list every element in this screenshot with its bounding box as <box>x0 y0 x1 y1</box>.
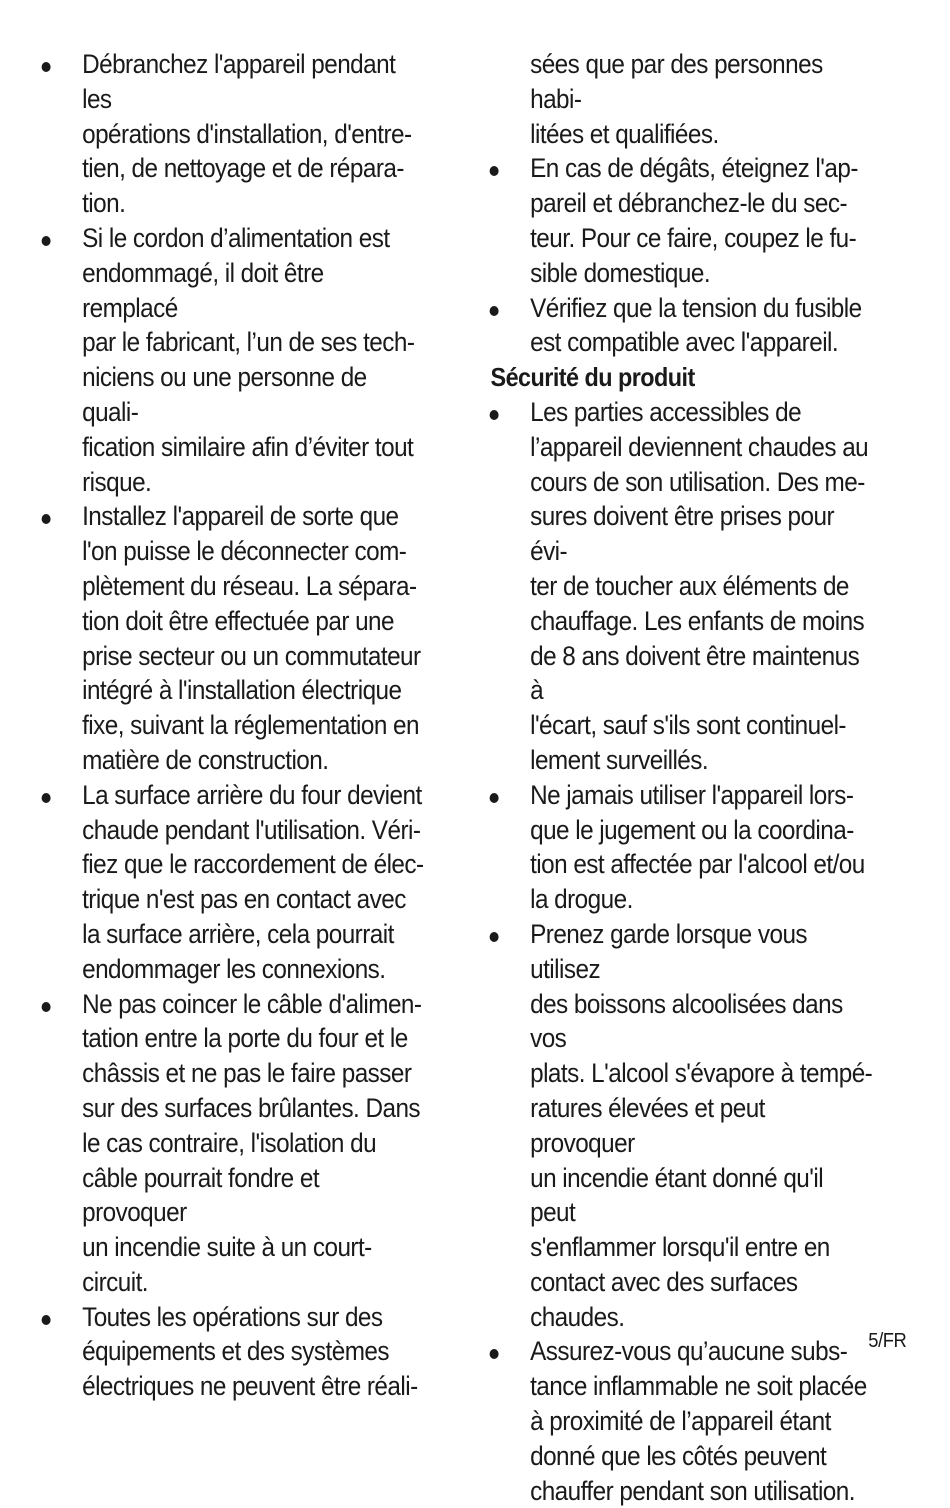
list-item <box>486 917 873 1335</box>
bullet-icon <box>490 166 499 176</box>
bullet-icon <box>42 62 51 72</box>
bullet-icon <box>42 793 51 803</box>
bullet-icon <box>490 410 499 420</box>
list-item-text: sées que par des personnes habi- litées et qualifiées. <box>530 49 823 149</box>
list-item-text: Installez l'appareil de sorte que l'on puisse le déconnecter com- plètement du réseau. La sépara- tion doit être effectuée par une prise secteur ou un commutateur intégré à l'installation électrique fixe, suivant la réglementation en matière de construction. <box>82 501 421 775</box>
list-item <box>38 1300 425 1404</box>
list-item-text: Les parties accessibles de l’appareil deviennent chaudes au cours de son utilisation. Des me- sures doivent être prises pour évi- ter de toucher aux éléments de chauffage. Les enfants de moins de 8 ans doivent être maintenus à l'écart, sauf s'ils sont continuel- lement surveillés. <box>530 396 869 775</box>
list-item <box>38 221 425 499</box>
list-item-text: Assurez-vous qu’aucune subs- tance inflammable ne soit placée à proximité de l’appareil étant donné que les côtés peuvent chauffer pendant son utilisation. <box>530 1336 867 1506</box>
list-item <box>486 778 873 917</box>
list-item <box>38 499 425 777</box>
bullet-icon <box>42 1002 51 1012</box>
right-column <box>486 47 916 1508</box>
list-item <box>486 395 873 778</box>
bullet-icon <box>490 1349 499 1359</box>
list-item-text: En cas de dégâts, éteignez l'ap- pareil et débranchez-le du sec- teur. Pour ce faire, coupez le fu- sible domestique. <box>530 153 858 288</box>
left-column <box>38 47 468 1404</box>
section-heading: Sécurité du produit <box>490 362 695 393</box>
list-item-text: Ne jamais utiliser l'appareil lors- que le jugement ou la coordina- tion est affectée par l'alcool et/ou la drogue. <box>530 779 865 915</box>
bullet-icon <box>490 306 499 316</box>
bullet-icon <box>42 1315 51 1325</box>
bullet-icon <box>42 236 51 246</box>
list-item <box>486 151 873 290</box>
list-item-text: Toutes les opérations sur des équipements et des systèmes électriques ne peuvent être réali- <box>82 1301 418 1402</box>
bullet-icon <box>490 793 499 803</box>
page-number: 5/FR <box>867 1330 906 1352</box>
bullet-icon <box>490 932 499 942</box>
bullet-icon <box>42 514 51 524</box>
list-item-text: Débranchez l'appareil pendant les opérations d'installation, d'entre- tien, de nettoyage et de répara- tion. <box>82 49 412 219</box>
list-item <box>38 47 425 221</box>
list-item <box>38 778 425 987</box>
list-item-text: Vérifiez que la tension du fusible est compatible avec l'appareil. <box>530 292 862 358</box>
list-item-text: Si le cordon d’alimentation est endommagé, il doit être remplacé par le fabricant, l’un de ses tech- niciens ou une personne de quali- fication similaire afin d’éviter tout risque. <box>82 222 415 497</box>
list-item-text: Ne pas coincer le câble d'alimen- tation entre la porte du four et le châssis et ne pas le faire passer sur des surfaces brûlantes. Dans le cas contraire, l'isolation du câble pourrait fondre et provoquer un incendie suite à un court- circuit. <box>82 988 422 1297</box>
list-item-text: La surface arrière du four devient chaude pendant l'utilisation. Véri- fiez que le raccordement de élec- trique n'est pas en contact avec la surface arrière, cela pourrait endommager les connexions. <box>82 779 424 984</box>
list-item-text: Prenez garde lorsque vous utilisez des boissons alcoolisées dans vos plats. L'alcool s'évapore à tempé- ratures élevées et peut provoquer un incendie étant donné qu'il peut s'enflammer lorsqu'il entre en contact avec des surfaces chaudes. <box>530 918 873 1332</box>
list-item <box>486 291 873 361</box>
list-item-continuation <box>486 47 873 151</box>
list-item <box>38 987 425 1300</box>
list-item <box>486 1334 873 1508</box>
